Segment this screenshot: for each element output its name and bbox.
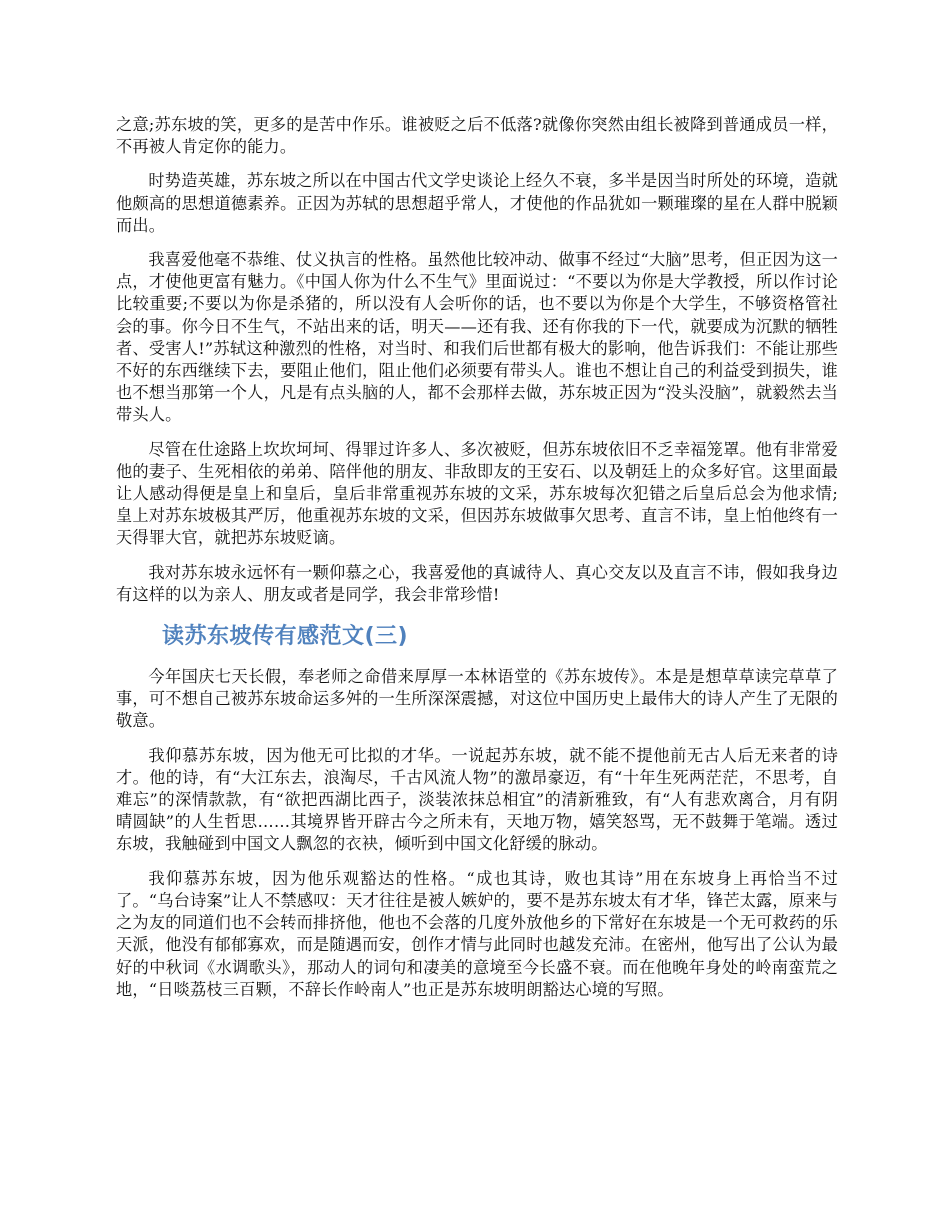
section-heading: 读苏东坡传有感范文(三) xyxy=(162,624,409,650)
paragraph: 之意;苏东坡的笑，更多的是苦中作乐。谁被贬之后不低落?就像你突然由组长被降到普通成员一样，不再被人肯定你的能力。 xyxy=(116,115,838,157)
paragraph: 我仰慕苏东坡，因为他无可比拟的才华。一说起苏东坡，就不能不提他前无古人后无来者的诗才。他的诗，有“大江东去，浪淘尽，千古风流人物”的激昂豪迈，有“十年生死两茫茫，不思考，自难忘”的深情款款，有“欲把西湖比西子，淡装浓抹总相宜”的清新雅致，有“人有悲欢离合，月有阴晴圆缺”的人生哲思……其境界皆开辟古今之所未有，天地万物，嬉笑怒骂，无不鼓舞于笔端。透过东坡，我触碰到中国文人飘忽的衣袂，倾听到中国文化舒缓的脉动。 xyxy=(116,745,838,854)
paragraph: 时势造英雄，苏东坡之所以在中国古代文学史谈论上经久不衰，多半是因当时所处的环境，造就他颇高的思想道德素养。正因为苏轼的思想超乎常人，才使他的作品犹如一颗璀璨的星在人群中脱颖而出。 xyxy=(116,171,838,235)
paragraph: 我喜爱他毫不恭维、仗义执言的性格。虽然他比较冲动、做事不经过“大脑”思考，但正因为这一点，才使他更富有魅力。《中国人你为什么不生气》里面说过：“不要以为你是大学教授，所以作讨论比较重要;不要以为你是杀猪的，所以没有人会听你的话，也不要以为你是个大学生，不够资格管社会的事。你今日不生气，不站出来的话，明天——还有我、还有你我的下一代，就要成为沉默的牺牲者、受害人!”苏轼这种激烈的性格，对当时、和我们后世都有极大的影响，他告诉我们：不能让那些不好的东西继续下去，要阻止他们，阻止他们必须要有带头人。谁也不想让自己的利益受到损失，谁也不想当那第一个人，凡是有点头脑的人，都不会那样去做，苏东坡正因为“没头没脑”，就毅然去当带头人。 xyxy=(116,250,838,425)
paragraph: 我对苏东坡永远怀有一颗仰慕之心，我喜爱他的真诚待人、真心交友以及直言不讳，假如我身边有这样的以为亲人、朋友或者是同学，我会非常珍惜! xyxy=(116,562,838,604)
paragraph: 尽管在仕途路上坎坎坷坷、得罪过许多人、多次被贬，但苏东坡依旧不乏幸福笼罩。他有非常爱他的妻子、生死相依的弟弟、陪伴他的朋友、非敌即友的王安石、以及朝廷上的众多好官。这里面最让人感动得便是皇上和皇后，皇后非常重视苏东坡的文采，苏东坡每次犯错之后皇后总会为他求情;皇上对苏东坡极其严厉，他重视苏东坡的文采，但因苏东坡做事欠思考、直言不讳，皇上怕他终有一天得罪大官，就把苏东坡贬谪。 xyxy=(116,439,838,548)
document-body xyxy=(116,114,838,1013)
paragraph: 今年国庆七天长假，奉老师之命借来厚厚一本林语堂的《苏东坡传》。本是是想草草读完草草了事，可不想自己被苏东坡命运多舛的一生所深深震撼，对这位中国历史上最伟大的诗人产生了无限的敬意。 xyxy=(116,667,838,731)
paragraph: 我仰慕苏东坡，因为他乐观豁达的性格。“成也其诗，败也其诗”用在东坡身上再恰当不过了。“乌台诗案”让人不禁感叹：天才往往是被人嫉妒的，要不是苏东坡太有才华，锋芒太露，原来与之为友的同道们也不会转而排挤他，他也不会落的几度外放他乡的下常好在东坡是一个无可救药的乐天派，他没有郁郁寡欢，而是随遇而安，创作才情与此同时也越发充沛。在密州，他写出了公认为最好的中秋词《水调歌头》，那动人的词句和凄美的意境至今长盛不衰。而在他晚年身处的岭南蛮荒之地，“日啖荔枝三百颗，不辞长作岭南人”也正是苏东坡明朗豁达心境的写照。 xyxy=(116,868,838,999)
